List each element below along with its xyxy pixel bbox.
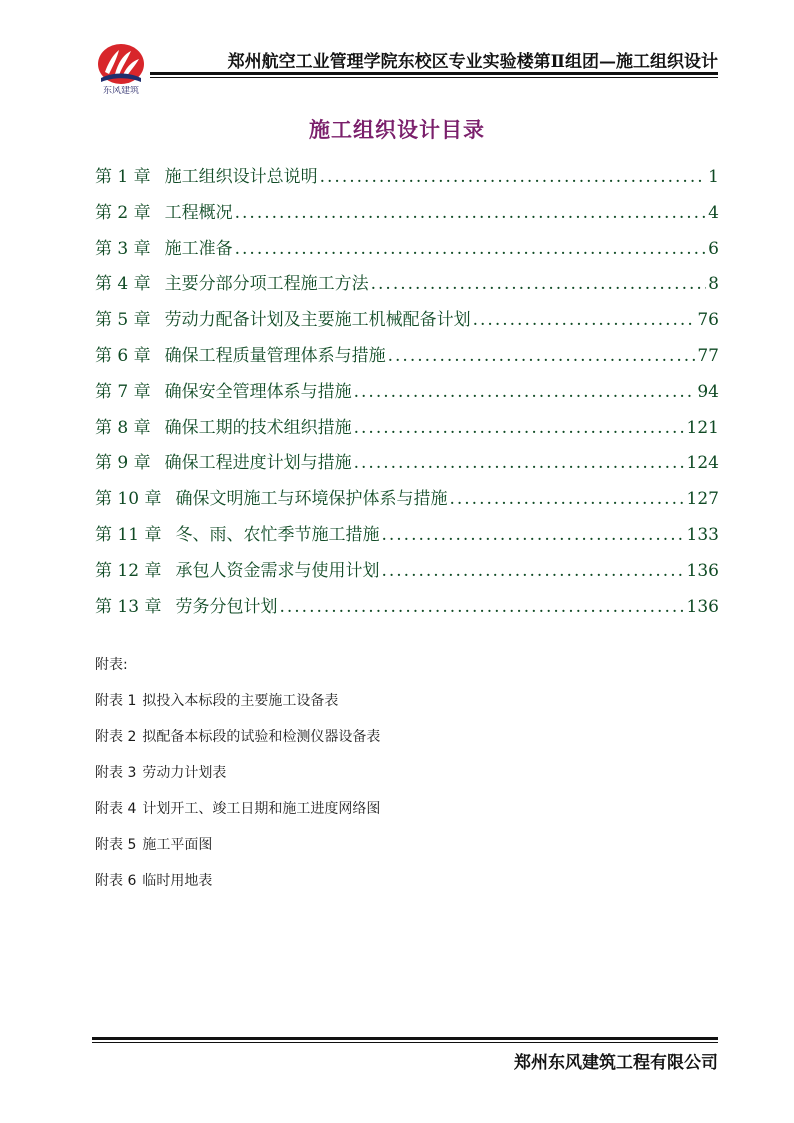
toc-page-number: 8 bbox=[708, 274, 719, 295]
toc-page-number: 121 bbox=[686, 417, 719, 438]
toc-chapter-number: 第 12 章 bbox=[95, 560, 162, 581]
toc-dot-leader bbox=[354, 453, 685, 473]
appendix-label: 附表 5 bbox=[95, 837, 137, 853]
toc-entry[interactable] bbox=[95, 305, 719, 341]
toc-dot-leader bbox=[381, 525, 684, 545]
toc-chapter-number: 第 5 章 bbox=[95, 310, 151, 331]
toc-page-number: 136 bbox=[686, 560, 719, 581]
toc-chapter-title: 施工组织设计总说明 bbox=[164, 167, 318, 187]
appendix-item bbox=[95, 798, 380, 834]
toc-entry[interactable] bbox=[95, 234, 719, 270]
logo-text: 东风建筑 bbox=[102, 86, 139, 96]
toc-chapter-title: 施工准备 bbox=[164, 238, 233, 259]
table-of-contents bbox=[95, 162, 719, 627]
toc-chapter-title: 工程概况 bbox=[164, 202, 233, 223]
toc-chapter-number: 第 11 章 bbox=[95, 524, 162, 545]
appendix-list bbox=[95, 654, 380, 906]
toc-page-number: 124 bbox=[686, 453, 719, 474]
toc-chapter-title: 承包人资金需求与使用计划 bbox=[175, 560, 380, 581]
appendix-text: 拟配备本标段的试验和检测仪器设备表 bbox=[142, 729, 381, 745]
toc-chapter-number: 第 7 章 bbox=[95, 381, 151, 402]
appendix-label: 附表 2 bbox=[95, 729, 137, 745]
toc-page-number: 76 bbox=[697, 310, 719, 331]
appendix-label: 附表 6 bbox=[95, 873, 137, 889]
footer-divider bbox=[92, 1037, 718, 1043]
toc-chapter-title: 确保安全管理体系与措施 bbox=[164, 381, 352, 402]
toc-chapter-title: 劳务分包计划 bbox=[175, 596, 278, 617]
toc-chapter-number: 第 9 章 bbox=[95, 453, 151, 474]
toc-chapter-number: 第 1 章 bbox=[95, 167, 151, 187]
appendix-item bbox=[95, 690, 380, 726]
appendix-item bbox=[95, 834, 380, 870]
toc-chapter-title: 冬、雨、农忙季节施工措施 bbox=[175, 524, 380, 545]
toc-page-number: 94 bbox=[697, 381, 719, 402]
header-title: 郑州航空工业管理学院东校区专业实验楼第Ⅱ组团—施工组织设计 bbox=[227, 52, 718, 72]
toc-chapter-title: 劳动力配备计划及主要施工机械配备计划 bbox=[164, 310, 471, 331]
appendix-item bbox=[95, 726, 380, 762]
appendix-text: 拟投入本标段的主要施工设备表 bbox=[142, 693, 339, 709]
page-title: 施工组织设计目录 bbox=[309, 117, 485, 142]
toc-chapter-number: 第 2 章 bbox=[95, 202, 151, 223]
toc-page-number: 6 bbox=[708, 238, 719, 259]
toc-dot-leader bbox=[381, 561, 684, 581]
toc-chapter-number: 第 10 章 bbox=[95, 489, 162, 510]
appendix-text: 临时用地表 bbox=[142, 873, 213, 889]
toc-page-number: 4 bbox=[708, 202, 719, 223]
toc-page-number: 127 bbox=[686, 489, 719, 510]
toc-chapter-title: 确保工程进度计划与措施 bbox=[164, 453, 352, 474]
toc-dot-leader bbox=[235, 239, 707, 259]
toc-entry[interactable] bbox=[95, 448, 719, 484]
toc-page-number: 1 bbox=[708, 167, 719, 187]
toc-entry[interactable] bbox=[95, 592, 719, 628]
toc-chapter-title: 主要分部分项工程施工方法 bbox=[164, 274, 369, 295]
toc-dot-leader bbox=[235, 203, 707, 223]
toc-entry[interactable] bbox=[95, 413, 719, 449]
toc-chapter-number: 第 8 章 bbox=[95, 417, 151, 438]
toc-dot-leader bbox=[371, 274, 707, 294]
toc-entry[interactable] bbox=[95, 162, 719, 198]
toc-entry[interactable] bbox=[95, 377, 719, 413]
appendix-text: 施工平面图 bbox=[142, 837, 213, 853]
appendix-label: 附表 3 bbox=[95, 765, 137, 781]
toc-page-number: 136 bbox=[686, 596, 719, 617]
appendix-item bbox=[95, 762, 380, 798]
header-divider bbox=[150, 72, 718, 78]
toc-chapter-title: 确保文明施工与环境保护体系与措施 bbox=[175, 489, 448, 510]
toc-chapter-number: 第 13 章 bbox=[95, 596, 162, 617]
toc-page-number: 77 bbox=[697, 345, 719, 366]
toc-dot-leader bbox=[354, 418, 685, 438]
toc-entry[interactable] bbox=[95, 556, 719, 592]
appendix-item bbox=[95, 870, 380, 906]
toc-entry[interactable] bbox=[95, 198, 719, 234]
toc-dot-leader bbox=[449, 489, 684, 509]
toc-entry[interactable] bbox=[95, 341, 719, 377]
toc-chapter-number: 第 4 章 bbox=[95, 274, 151, 295]
appendix-text: 计划开工、竣工日期和施工进度网络图 bbox=[142, 801, 381, 817]
toc-entry[interactable] bbox=[95, 269, 719, 305]
appendix-heading: 附表: bbox=[95, 657, 128, 673]
toc-chapter-number: 第 6 章 bbox=[95, 345, 151, 366]
toc-chapter-title: 确保工期的技术组织措施 bbox=[164, 417, 352, 438]
appendix-text: 劳动力计划表 bbox=[142, 765, 227, 781]
appendix-label: 附表 4 bbox=[95, 801, 137, 817]
logo-emblem-icon bbox=[95, 42, 147, 88]
toc-dot-leader bbox=[279, 597, 684, 617]
toc-entry[interactable] bbox=[95, 520, 719, 556]
toc-dot-leader bbox=[354, 382, 696, 402]
appendix-label: 附表 1 bbox=[95, 693, 137, 709]
footer-company-name: 郑州东风建筑工程有限公司 bbox=[514, 1053, 718, 1073]
toc-chapter-title: 确保工程质量管理体系与措施 bbox=[164, 345, 386, 366]
toc-dot-leader bbox=[388, 346, 696, 366]
toc-chapter-number: 第 3 章 bbox=[95, 238, 151, 259]
toc-dot-leader bbox=[473, 310, 696, 330]
toc-entry[interactable] bbox=[95, 484, 719, 520]
toc-page-number: 133 bbox=[686, 524, 719, 545]
toc-dot-leader bbox=[320, 167, 707, 187]
